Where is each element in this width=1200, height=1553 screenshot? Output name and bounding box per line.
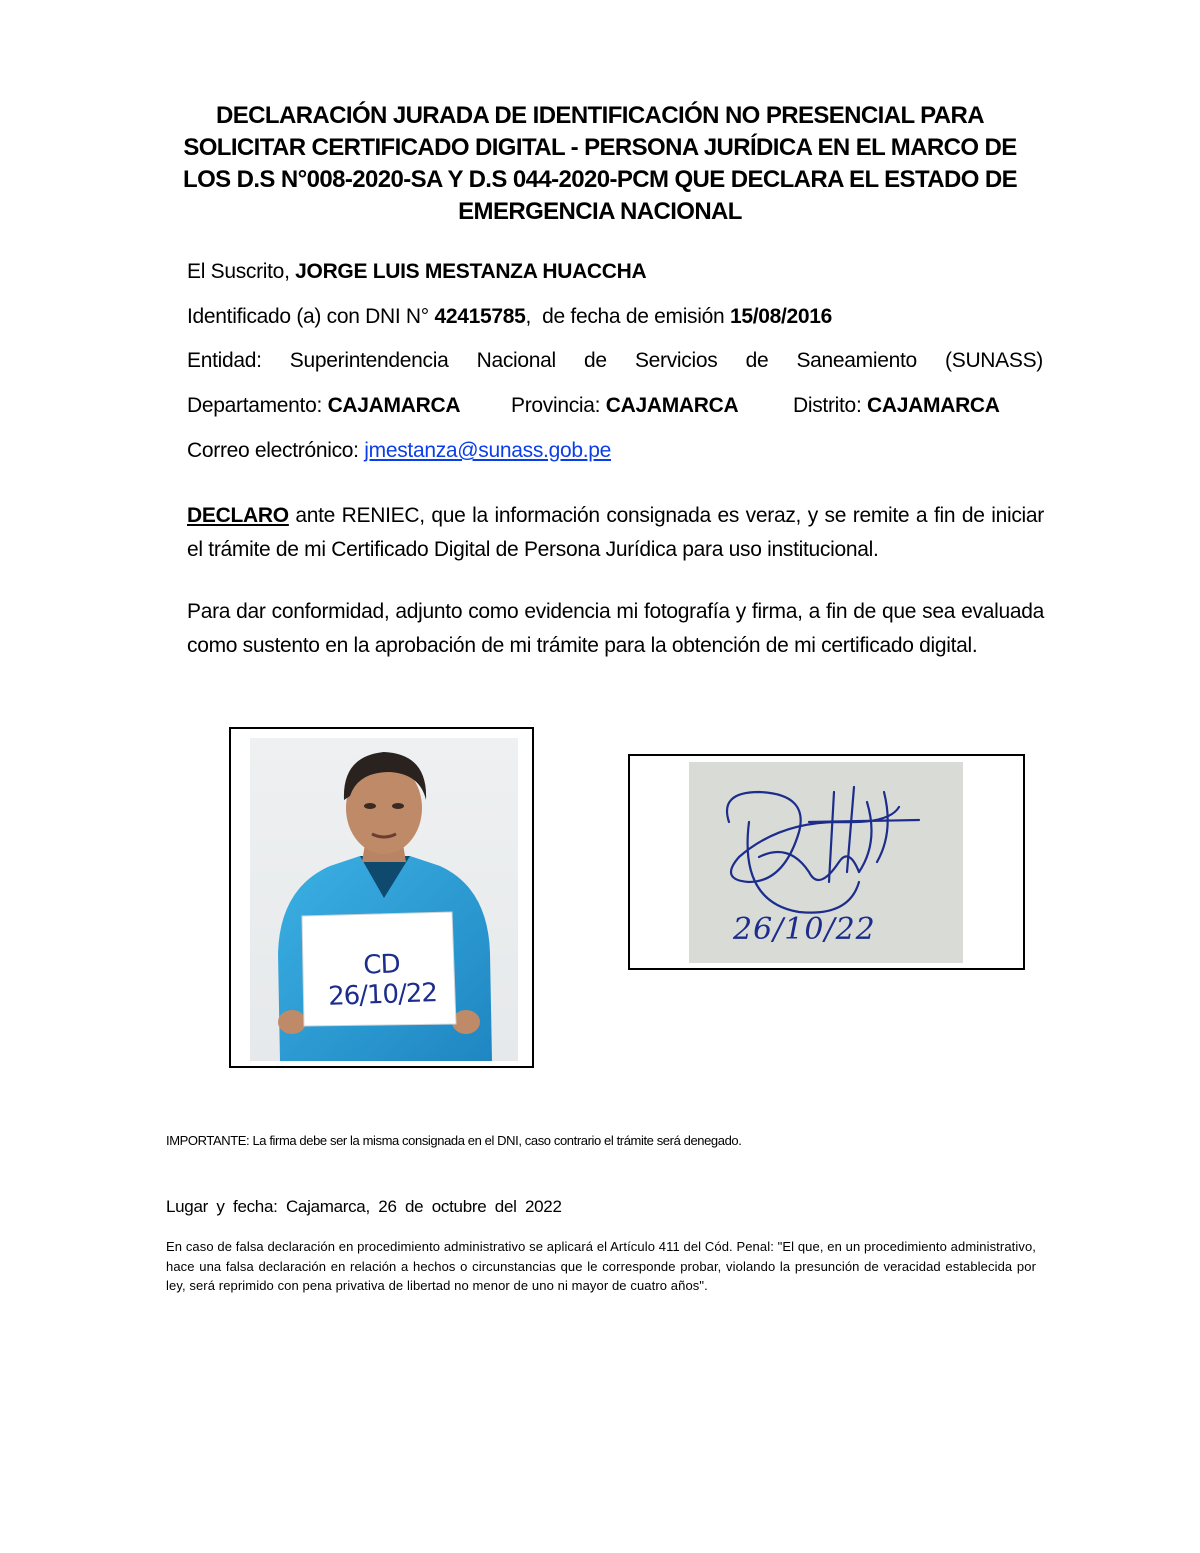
entidad-word: Nacional bbox=[476, 349, 556, 372]
legal-notice: En caso de falsa declaración en procedimiento administrativo se aplicará el Artículo 411 del Cód. Penal: "El que, en un procedimiento administrativo, hace una falsa declaración en relación a hechos o circunstancias que le corresponde probar, violando la presunción de veracidad establecida por ley, será reprimido con pena privativa de libertad no menor de uno ni mayor de cuatro años". bbox=[166, 1239, 1036, 1293]
correo-line bbox=[187, 438, 611, 464]
entidad-word: de bbox=[584, 349, 607, 372]
provincia-value: CAJAMARCA bbox=[605, 394, 739, 417]
suscrito-label: El Suscrito, bbox=[187, 260, 290, 283]
dni-value: 42415785 bbox=[434, 305, 526, 328]
person-photo-illustration bbox=[250, 738, 518, 1061]
fecha-emision-value: 15/08/2016 bbox=[729, 305, 833, 328]
important-note bbox=[166, 1133, 741, 1149]
entidad-word: Servicios bbox=[634, 349, 718, 372]
important-text: La firma debe ser la misma consignada en el DNI, caso contrario el trámite será denegado. bbox=[249, 1133, 742, 1148]
entidad-word: de bbox=[745, 349, 769, 372]
email-link[interactable]: jmestanza@sunass.gob.pe bbox=[364, 439, 611, 462]
departamento-field bbox=[187, 393, 460, 419]
fecha-emision-label: de fecha de emisión bbox=[542, 305, 725, 328]
entidad-word: Saneamiento bbox=[796, 349, 917, 372]
entidad-word: (SUNASS) bbox=[945, 349, 1043, 372]
entidad-word: Superintendencia bbox=[289, 349, 449, 372]
signature-image bbox=[689, 762, 963, 963]
provincia-label: Provincia: bbox=[511, 394, 601, 417]
dni-label: Identificado (a) con DNI N° bbox=[187, 305, 429, 328]
declaro-word: DECLARO bbox=[187, 504, 289, 527]
dni-line: Identificado (a) con DNI N° 42415785, de fecha de emisión 15/08/2016 bbox=[187, 305, 833, 328]
distrito-field bbox=[793, 393, 1000, 419]
person-photo bbox=[250, 738, 518, 1061]
document-title: DECLARACIÓN JURADA DE IDENTIFICACIÓN NO PRESENCIAL PARA SOLICITAR CERTIFICADO DIGITAL - PERSONA JURÍDICA EN EL MARCO DE LOS D.S N°008-2020-SA Y D.S 044-2020-PCM QUE DECLARA EL ESTADO DE EMERGENCIA NACIONAL bbox=[183, 102, 1017, 225]
signature-date: 26/10/22 bbox=[733, 912, 876, 947]
signature-frame bbox=[628, 754, 1025, 970]
correo-label: Correo electrónico: bbox=[187, 439, 359, 462]
photo-frame bbox=[229, 727, 534, 1068]
entidad-line bbox=[187, 348, 1043, 374]
lugar-fecha: Lugar y fecha: Cajamarca, 26 de octubre del 2022 bbox=[166, 1197, 562, 1216]
distrito-label: Distrito: bbox=[793, 394, 862, 417]
declaro-paragraph bbox=[187, 499, 1044, 567]
distrito-value: CAJAMARCA bbox=[867, 394, 1000, 417]
suscrito-name: JORGE LUIS MESTANZA HUACCHA bbox=[295, 260, 647, 283]
conformidad-paragraph: Para dar conformidad, adjunto como evidencia mi fotografía y firma, a fin de que sea evaluada como sustento en la aprobación de mi trámite para la obtención de mi certificado digital. bbox=[187, 600, 1044, 657]
provincia-field bbox=[511, 393, 738, 419]
departamento-value: CAJAMARCA bbox=[327, 394, 461, 417]
declaro-text: ante RENIEC, que la información consignada es veraz, y se remite a fin de iniciar el trámite de mi Certificado Digital de Persona Jurídica para uso institucional. bbox=[187, 504, 1044, 561]
important-label: IMPORTANTE: bbox=[166, 1133, 250, 1148]
entidad-word: Entidad: bbox=[187, 349, 262, 372]
departamento-label: Departamento: bbox=[187, 394, 323, 417]
suscrito-line bbox=[187, 259, 646, 285]
photo-sign-text: CD 26/10/22 bbox=[327, 949, 438, 1012]
